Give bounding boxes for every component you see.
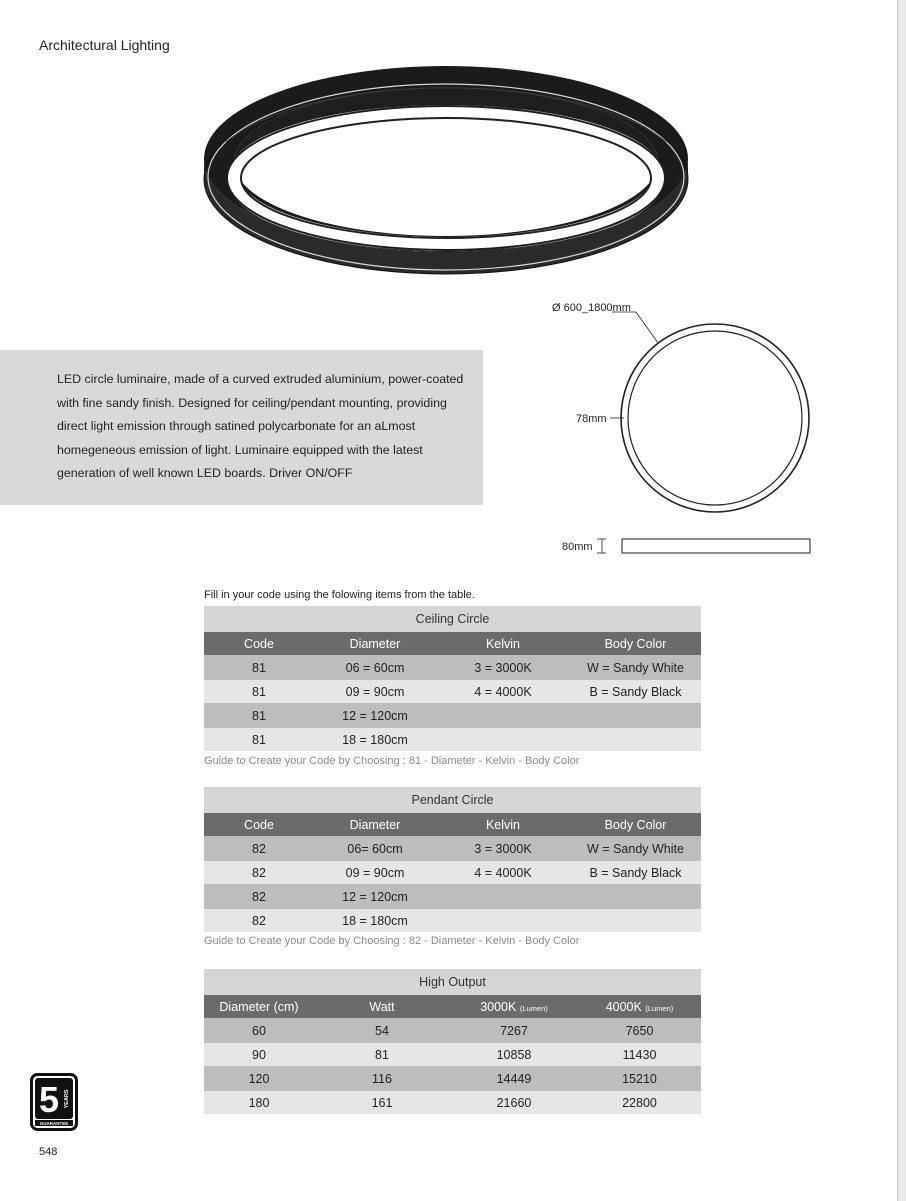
table-row — [204, 1091, 701, 1114]
table-cell: 10858 — [450, 1043, 578, 1066]
column-header: Watt — [314, 995, 450, 1018]
column-header — [450, 995, 578, 1018]
table-title-row — [204, 787, 701, 813]
table-cell: 18 = 180cm — [314, 909, 436, 932]
table-cell: 3 = 3000K — [436, 836, 570, 861]
pendant-circle-table — [204, 787, 701, 932]
table-header-row — [204, 632, 701, 655]
diameter-label: Ø 600_1800mm — [552, 302, 631, 314]
column-header: Body Color — [570, 632, 701, 655]
width-label: 78mm — [576, 413, 607, 425]
table-cell — [436, 884, 570, 909]
column-header: Kelvin — [436, 632, 570, 655]
product-description: LED circle luminaire, made of a curved extruded aluminium, power-coated with fine sandy finish. Designed for ceiling/pendant mounting, providing direct light emission through satined polycarbonate for an aLmost homegeneous emission of light. Luminaire equipped with the latest generation of well known LED boards. Driver ON/OFF — [57, 372, 464, 481]
column-header: Code — [204, 632, 314, 655]
table-cell: 09 = 90cm — [314, 861, 436, 884]
table-title-row — [204, 606, 701, 632]
column-header-label: 3000K — [480, 999, 517, 1014]
table-cell: 12 = 120cm — [314, 884, 436, 909]
table-cell: 120 — [204, 1066, 314, 1091]
table-cell — [436, 703, 570, 728]
column-header: Diameter — [314, 813, 436, 836]
column-header — [578, 995, 701, 1018]
table-cell: 7650 — [578, 1018, 701, 1043]
high-output-table — [204, 969, 701, 1114]
logo-number: 5 — [38, 1079, 60, 1120]
table-row — [204, 655, 701, 680]
table-cell: 21660 — [450, 1091, 578, 1114]
table-cell: 82 — [204, 861, 314, 884]
table-cell: 22800 — [578, 1091, 701, 1114]
table-cell: 7267 — [450, 1018, 578, 1043]
table-row — [204, 861, 701, 884]
table-cell: 12 = 120cm — [314, 703, 436, 728]
table-cell: 18 = 180cm — [314, 728, 436, 751]
ceiling-code-guide: Guide to Create your Code by Choosing : 81 - Diameter - Kelvin - Body Color — [204, 755, 580, 767]
table-row — [204, 884, 701, 909]
table-title: Ceiling Circle — [204, 606, 701, 632]
table-cell — [570, 703, 701, 728]
table-cell: 116 — [314, 1066, 450, 1091]
page-edge — [897, 0, 906, 1201]
table-cell: 15210 — [578, 1066, 701, 1091]
table-cell: 82 — [204, 884, 314, 909]
pendant-code-guide: Guide to Create your Code by Choosing : 82 - Diameter - Kelvin - Body Color — [204, 935, 580, 947]
lumen-unit: (Lumen) — [519, 1003, 548, 1013]
column-header: Diameter (cm) — [204, 995, 314, 1018]
table-cell: B = Sandy Black — [570, 861, 701, 884]
table-cell: 06= 60cm — [314, 836, 436, 861]
table-cell: 82 — [204, 909, 314, 932]
table-cell: 14449 — [450, 1066, 578, 1091]
table-cell: 81 — [204, 655, 314, 680]
table-cell: 4 = 4000K — [436, 861, 570, 884]
column-header: Kelvin — [436, 813, 570, 836]
column-header-label: 4000K — [605, 999, 642, 1014]
table-title: High Output — [204, 969, 701, 995]
table-header-row — [204, 995, 701, 1018]
table-cell: 180 — [204, 1091, 314, 1114]
table-cell: 09 = 90cm — [314, 680, 436, 703]
column-header: Code — [204, 813, 314, 836]
table-row — [204, 728, 701, 751]
table-row — [204, 703, 701, 728]
table-cell — [436, 909, 570, 932]
table-cell: 82 — [204, 836, 314, 861]
table-cell: 4 = 4000K — [436, 680, 570, 703]
lumen-unit: (Lumen) — [645, 1003, 674, 1013]
table-title: Pendant Circle — [204, 787, 701, 813]
table-header-row — [204, 813, 701, 836]
table-row — [204, 909, 701, 932]
table-cell: 81 — [204, 703, 314, 728]
table-cell: 81 — [204, 680, 314, 703]
table-cell: 161 — [314, 1091, 450, 1114]
table-row — [204, 1043, 701, 1066]
table-cell: 11430 — [578, 1043, 701, 1066]
column-header: Body Color — [570, 813, 701, 836]
table-row — [204, 836, 701, 861]
table-cell: 81 — [204, 728, 314, 751]
guarantee-logo-icon — [30, 1073, 78, 1131]
table-row — [204, 1018, 701, 1043]
table-row — [204, 680, 701, 703]
table-cell — [436, 728, 570, 751]
instruction-text: Fill in your code using the folowing items from the table. — [204, 589, 475, 601]
page-title: Architectural Lighting — [39, 37, 170, 53]
table-cell: 54 — [314, 1018, 450, 1043]
table-row — [204, 1066, 701, 1091]
table-title-row — [204, 969, 701, 995]
table-cell: 90 — [204, 1043, 314, 1066]
logo-caption: GUARANTEE — [39, 1121, 69, 1126]
table-cell: 60 — [204, 1018, 314, 1043]
ring-luminaire-image — [196, 52, 696, 284]
column-header: Diameter — [314, 632, 436, 655]
table-cell: 81 — [314, 1043, 450, 1066]
ceiling-circle-table — [204, 606, 701, 751]
height-label: 80mm — [562, 541, 593, 553]
table-cell: W = Sandy White — [570, 836, 701, 861]
page-number: 548 — [39, 1146, 58, 1158]
table-cell — [570, 909, 701, 932]
logo-years: YEARS — [64, 1089, 70, 1109]
table-cell: 3 = 3000K — [436, 655, 570, 680]
table-cell: B = Sandy Black — [570, 680, 701, 703]
dimension-drawing — [540, 290, 830, 570]
table-cell: W = Sandy White — [570, 655, 701, 680]
table-cell: 06 = 60cm — [314, 655, 436, 680]
table-cell — [570, 728, 701, 751]
table-cell — [570, 884, 701, 909]
